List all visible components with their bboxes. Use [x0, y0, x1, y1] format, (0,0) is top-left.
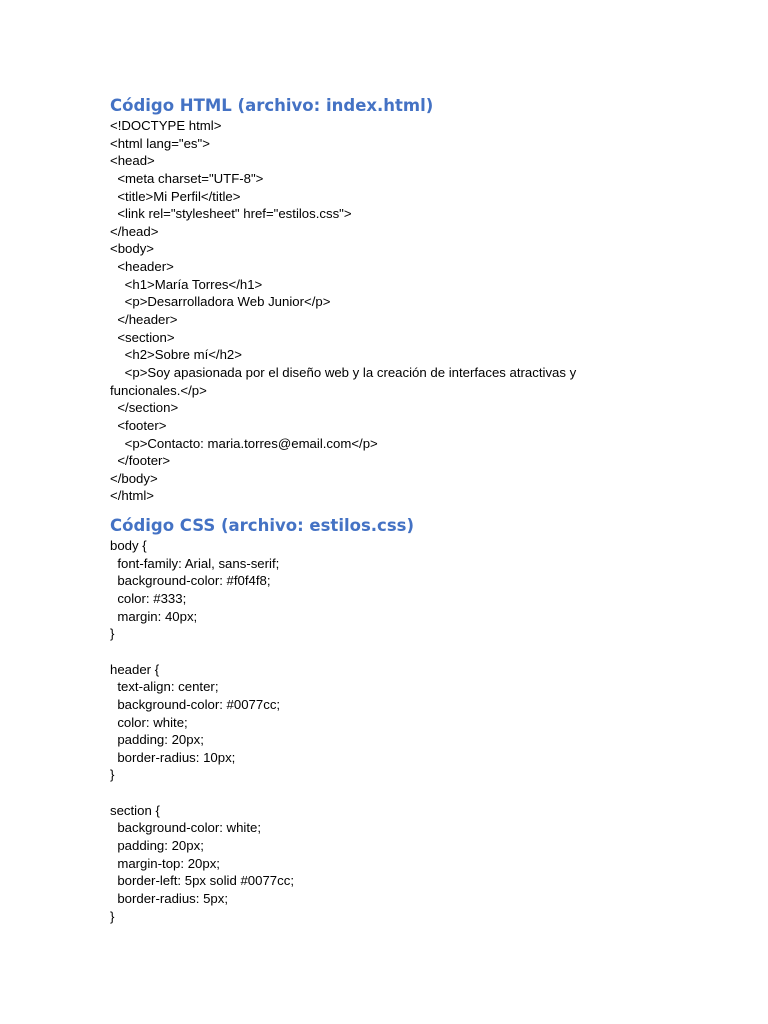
- code-line: funcionales.</p>: [110, 382, 207, 398]
- code-line: <link rel="stylesheet" href="estilos.css">: [110, 206, 352, 222]
- code-line: <head>: [110, 153, 155, 169]
- code-line: <html lang="es">: [110, 135, 210, 151]
- code-line: <h1>María Torres</h1>: [110, 276, 263, 292]
- code-line: border-radius: 10px;: [110, 749, 236, 765]
- css-section-heading: Código CSS (archivo: estilos.css): [110, 516, 415, 536]
- code-line: color: white;: [110, 714, 188, 730]
- html-section-heading: Código HTML (archivo: index.html): [110, 96, 434, 115]
- code-line: <header>: [110, 259, 174, 275]
- code-line: body {: [110, 538, 147, 554]
- code-line: </body>: [110, 470, 158, 486]
- code-line: </footer>: [110, 453, 171, 469]
- css-code-block: [110, 537, 730, 925]
- code-line: background-color: white;: [110, 820, 261, 836]
- code-line: </header>: [110, 312, 178, 328]
- code-line: <p>Desarrolladora Web Junior</p>: [110, 294, 331, 310]
- code-line: text-align: center;: [110, 679, 219, 695]
- code-line: <p>Contacto: maria.torres@email.com</p>: [110, 435, 378, 451]
- code-line: font-family: Arial, sans-serif;: [110, 555, 280, 571]
- code-line: <h2>Sobre mí</h2>: [110, 347, 242, 363]
- code-line: </section>: [110, 400, 179, 416]
- html-code-block: [110, 117, 730, 505]
- code-line: <!DOCTYPE html>: [110, 118, 222, 133]
- document-page: [110, 95, 730, 935]
- code-line: <p>Soy apasionada por el diseño web y la creación de interfaces atractivas y: [110, 364, 577, 380]
- code-line: border-radius: 5px;: [110, 890, 229, 906]
- code-line: </head>: [110, 223, 159, 239]
- code-line: <meta charset="UTF-8">: [110, 170, 264, 186]
- code-line: margin-top: 20px;: [110, 855, 220, 871]
- code-line: [110, 643, 730, 661]
- code-line: background-color: #0077cc;: [110, 696, 281, 712]
- code-line: padding: 20px;: [110, 732, 204, 748]
- code-line: background-color: #f0f4f8;: [110, 573, 271, 589]
- code-line: header {: [110, 661, 160, 677]
- code-line: <title>Mi Perfil</title>: [110, 188, 241, 204]
- code-line: margin: 40px;: [110, 608, 198, 624]
- code-line: </html>: [110, 488, 154, 504]
- code-line: [110, 784, 730, 802]
- code-line: }: [110, 626, 115, 642]
- code-line: color: #333;: [110, 591, 187, 607]
- code-line: padding: 20px;: [110, 837, 204, 853]
- code-line: <body>: [110, 241, 154, 257]
- code-line: }: [110, 767, 115, 783]
- code-line: <footer>: [110, 417, 167, 433]
- code-line: border-left: 5px solid #0077cc;: [110, 873, 294, 889]
- code-line: section {: [110, 802, 160, 818]
- code-line: <section>: [110, 329, 175, 345]
- code-line: }: [110, 908, 115, 924]
